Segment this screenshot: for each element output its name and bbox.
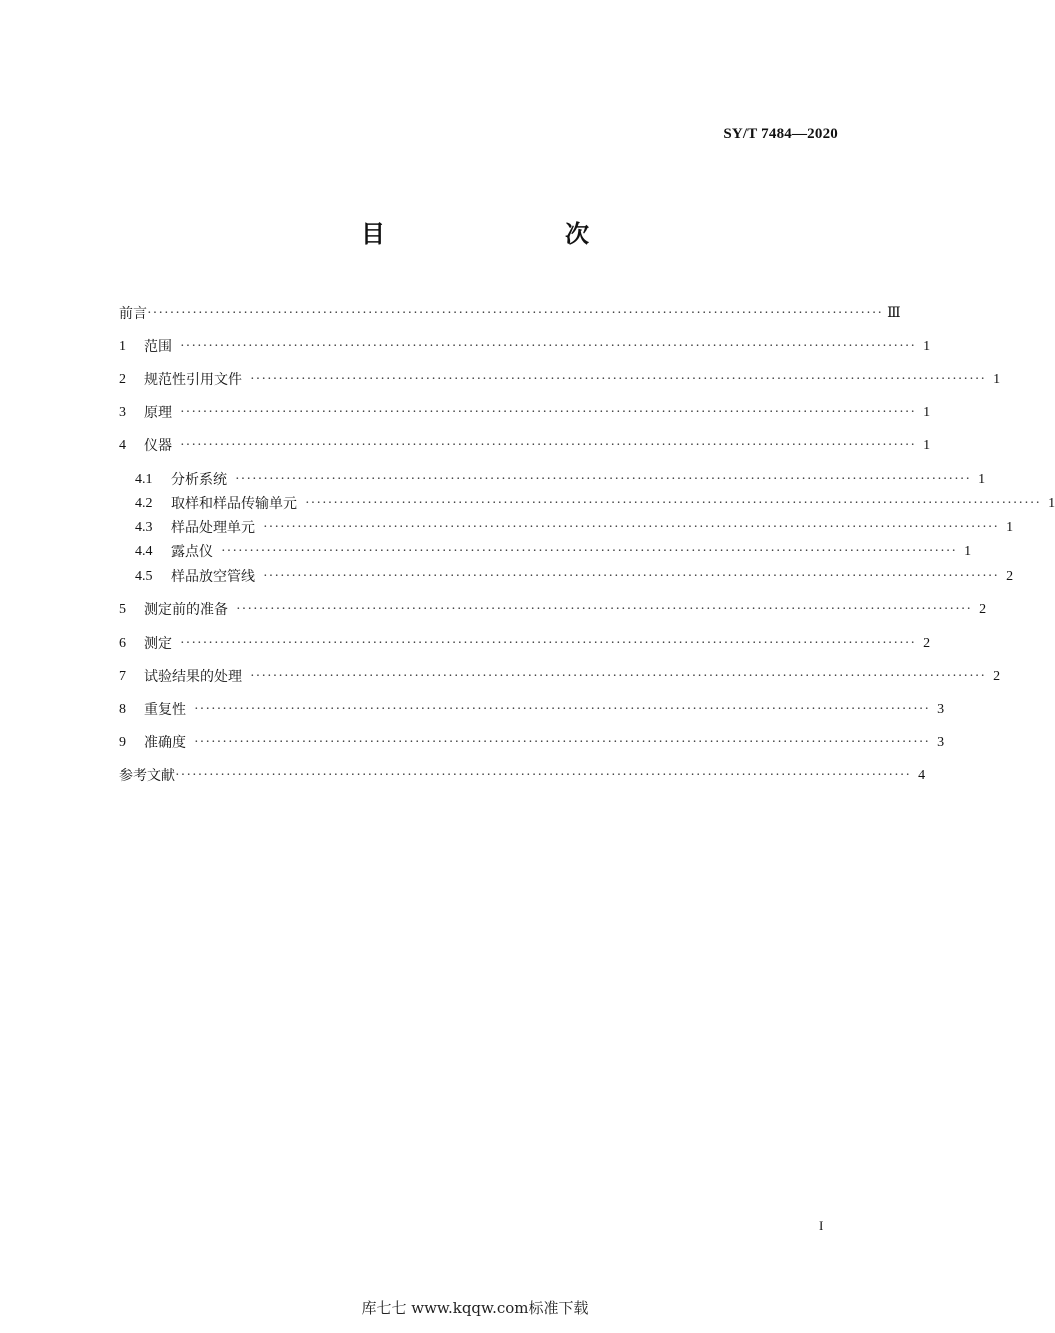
page-number: I [819,1218,824,1233]
toc-number: 6 [119,636,126,651]
toc-entry-7[interactable] [119,667,1001,687]
toc-leader-dots: ·································································································································· [235,472,972,487]
toc-leader-dots: ·································································································································· [175,768,912,783]
toc-label: 样品处理单元 [171,520,255,536]
toc-number: 4.2 [135,496,153,511]
toc-number: 9 [119,735,126,750]
toc-leader-dots: ·································································································································· [194,702,931,717]
toc-entry-1[interactable] [119,337,931,357]
toc-entry-4-5[interactable] [135,567,1014,587]
toc-label: 测定前的准备 [144,602,228,618]
toc-leader-dots: ·································································································································· [180,636,917,651]
toc-leader-dots: ·································································································································· [194,735,931,750]
toc-label: 规范性引用文件 [144,372,242,388]
toc-entry-4-4[interactable] [135,542,972,562]
toc-page-number: 1 [923,405,931,420]
toc-page-number: 2 [979,602,987,617]
toc-entry-6[interactable] [119,634,931,654]
toc-leader-dots: ·································································································································· [147,306,884,321]
toc-number: 8 [119,702,126,717]
toc-entry-9[interactable] [119,733,945,753]
toc-entry-bibliography[interactable] [119,766,926,786]
toc-page-number: 3 [937,702,945,717]
toc-number: 4.3 [135,520,153,535]
toc-page-number: 2 [1006,569,1014,584]
toc-number: 4.5 [135,569,153,584]
toc-label: 样品放空管线 [171,569,255,585]
toc-leader-dots: ·································································································································· [263,569,1000,584]
toc-number: 7 [119,669,126,684]
toc-leader-dots: ·································································································································· [180,339,917,354]
toc-entry-4[interactable] [119,436,931,456]
toc-label: 范围 [144,339,172,355]
toc-label: 露点仪 [171,544,213,560]
toc-entry-3[interactable] [119,403,931,423]
toc-number: 4 [119,438,126,453]
toc-page-number: 1 [923,339,931,354]
toc-label: 试验结果的处理 [144,669,242,685]
toc-leader-dots: ·································································································································· [263,520,1000,535]
toc-number: 1 [119,339,126,354]
toc-entry-4-1[interactable] [135,470,986,490]
toc-page-number: Ⅲ [887,306,901,321]
toc-number: 4.1 [135,472,153,487]
standard-code: SY/T 7484—2020 [723,126,838,142]
toc-number: 4.4 [135,544,153,559]
toc-entry-4-3[interactable] [135,518,1014,538]
footer-watermark: 库七七 www.kqqw.com标准下载 [361,1299,589,1317]
toc-label: 测定 [144,636,172,652]
toc-label: 准确度 [144,735,186,751]
toc-page-number: 1 [964,544,972,559]
toc-leader-dots: ·································································································································· [221,544,958,559]
toc-entry-foreword[interactable] [119,304,901,324]
toc-leader-dots: ·································································································································· [180,438,917,453]
toc-entry-4-2[interactable] [135,494,1055,514]
toc-number: 2 [119,372,126,387]
toc-page-number: 1 [978,472,986,487]
toc-label: 参考文献 [119,768,175,784]
toc-page-number: 2 [993,669,1001,684]
toc-page-number: 2 [923,636,931,651]
toc-number: 3 [119,405,126,420]
toc-leader-dots: ·································································································································· [250,372,987,387]
toc-number: 5 [119,602,126,617]
toc-label: 重复性 [144,702,186,718]
toc-label: 原理 [144,405,172,421]
page-title: 目 次 [361,220,633,248]
toc-page-number: 4 [918,768,926,783]
toc-leader-dots: ·································································································································· [236,602,973,617]
toc-entry-2[interactable] [119,370,1001,390]
toc-label: 取样和样品传输单元 [171,496,297,512]
toc-leader-dots: ·································································································································· [180,405,917,420]
toc-entry-5[interactable] [119,600,987,620]
toc-label: 仪器 [144,438,172,454]
toc-page-number: 3 [937,735,945,750]
toc-page-number: 1 [1048,496,1055,511]
toc-leader-dots: ·································································································································· [250,669,987,684]
toc-page-number: 1 [1006,520,1014,535]
toc-page-number: 1 [923,438,931,453]
toc-label: 分析系统 [171,472,227,488]
toc-entry-8[interactable] [119,700,945,720]
toc-leader-dots: ·································································································································· [305,496,1042,511]
toc-page-number: 1 [993,372,1001,387]
toc-label: 前言 [119,306,147,322]
